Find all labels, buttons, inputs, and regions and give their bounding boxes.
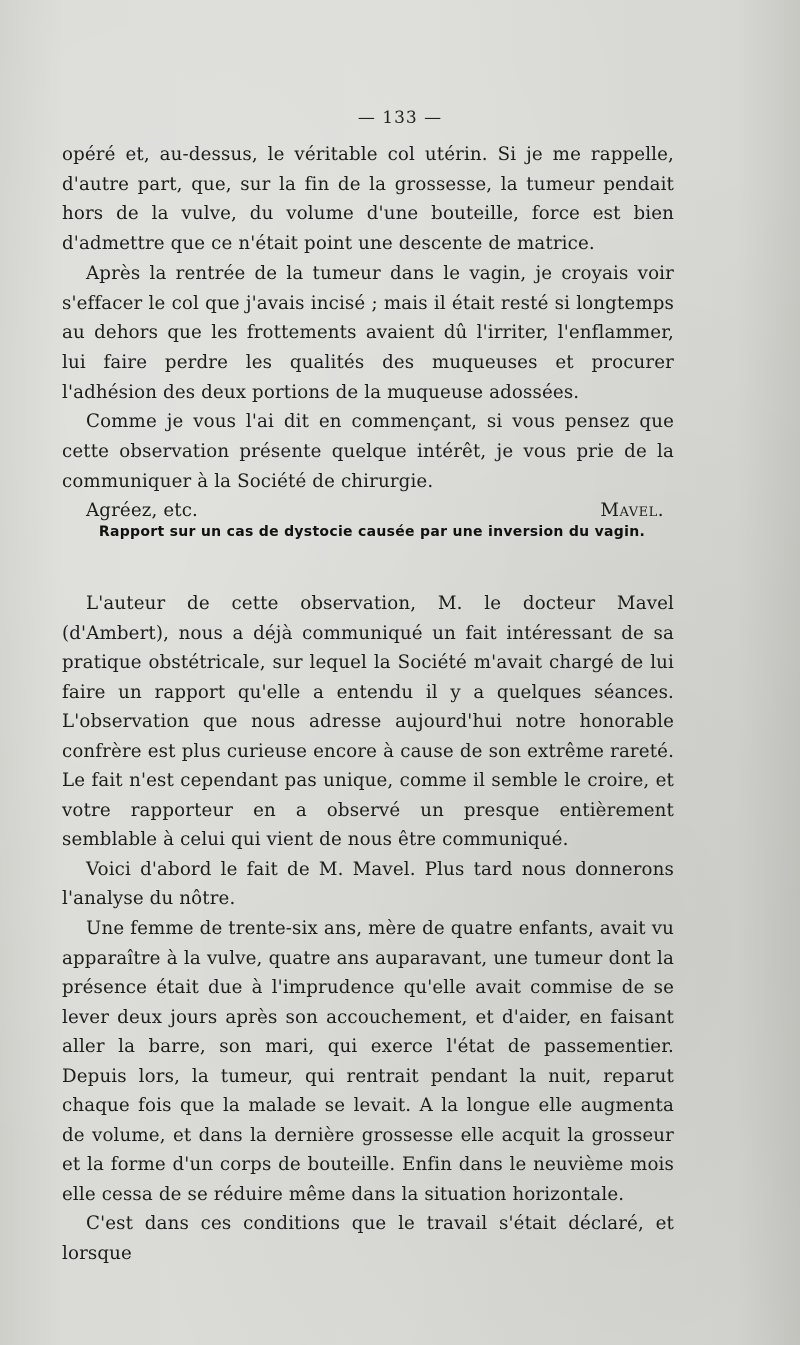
letter-signature: Mavel.	[600, 500, 664, 522]
letter-paragraph: opéré et, au-dessus, le véritable col utérin. Si je me rappelle, d'autre part, que, sur la fin de la grossesse, la tumeur pendait hors de la vulve, du volume d'une bouteille, force est bien d'admettre que ce n'était point une descente de matrice.	[62, 144, 674, 255]
letter-body	[62, 140, 674, 526]
report-title: Rapport sur un cas de dystocie causée par une inversion du vagin.	[98, 524, 646, 540]
report-paragraph: C'est dans ces conditions que le travail s'était déclaré, et lorsque	[62, 1213, 674, 1265]
report-paragraph: L'auteur de cette observation, M. le docteur Mavel (d'Ambert), nous a déjà communiqué un fait intéressant de sa pratique obstétricale, sur lequel la Société m'avait chargé de lui faire un rapport qu'elle a entendu il y a quelques séances. L'observation que nous adresse aujourd'hui notre honorable confrère est plus curieuse encore à cause de son extrême rareté. Le fait n'est cependant pas unique, comme il semble le croire, et votre rapporteur en a observé un presque entièrement semblable à celui qui vient de nous être communiqué.	[62, 593, 674, 851]
report-paragraph: Voici d'abord le fait de M. Mavel. Plus tard nous donnerons l'analyse du nôtre.	[62, 858, 674, 910]
report-body	[62, 589, 674, 1269]
report-paragraph: Une femme de trente-six ans, mère de quatre enfants, avait vu apparaître à la vulve, quatre ans auparavant, une tumeur dont la présence était due à l'imprudence qu'elle avait commise de se lever deux jours après son accouchement, et d'aider, en faisant aller la barre, son mari, qui exerce l'état de passementier. Depuis lors, la tumeur, qui rentrait pendant la nuit, reparut chaque fois que la malade se levait. A la longue elle augmenta de volume, et dans la dernière grossesse elle acquit la grosseur et la forme d'un corps de bouteille. Enfin dans le neuvième mois elle cessa de se réduire même dans la situation horizontale.	[62, 918, 674, 1205]
letter-paragraph: Comme je vous l'ai dit en commençant, si vous pensez que cette observation présente quelque intérêt, je vous prie de la communiquer à la Société de chirurgie.	[62, 411, 674, 492]
letter-paragraph: Après la rentrée de la tumeur dans le vagin, je croyais voir s'effacer le col que j'avais incisé ; mais il était resté si longtemps au dehors que les frottements avaient dû l'irriter, l'enflammer, lui faire perdre les qualités des muqueuses et procurer l'adhésion des deux portions de la muqueuse adossées.	[62, 262, 674, 403]
page-number: — 133 —	[357, 108, 443, 128]
letter-closing: Agréez, etc.	[86, 500, 198, 522]
